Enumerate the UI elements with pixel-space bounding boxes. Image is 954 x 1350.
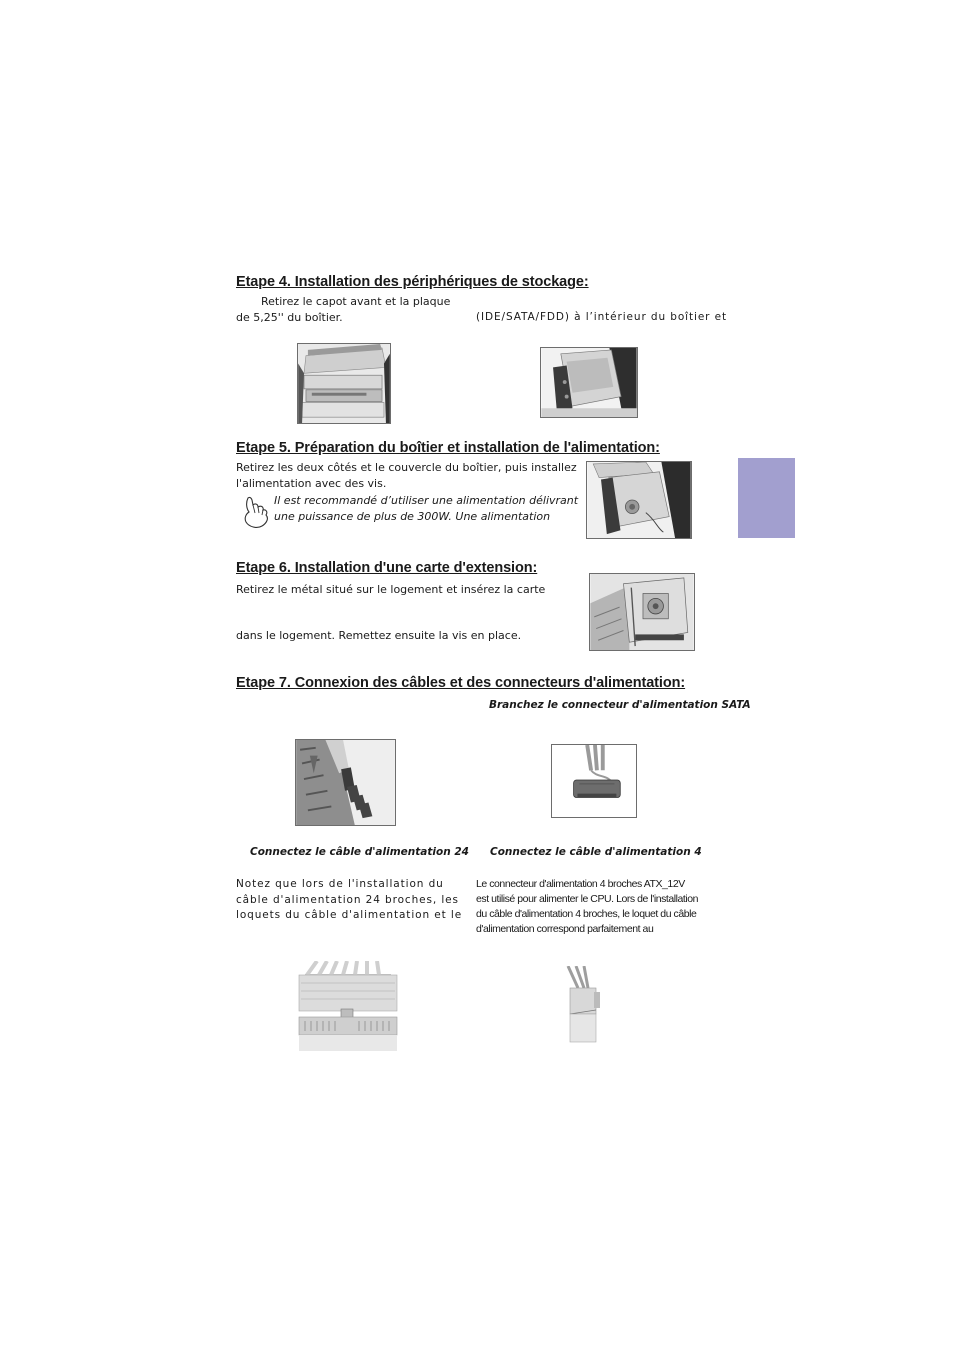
caption-24pin: Connectez le câble d'alimentation 24 bbox=[250, 846, 469, 858]
power-supply-image bbox=[586, 461, 692, 539]
step4-text-right: (IDE/SATA/FDD) à l’intérieur du boîtier et bbox=[476, 311, 728, 323]
step4-heading: Etape 4. Installation des périphériques de stockage: bbox=[236, 274, 589, 290]
atx24-connector-image bbox=[297, 961, 399, 1053]
step4-text-line1: Retirez le capot avant et la plaque bbox=[261, 295, 451, 308]
caption-4pin: Connectez le câble d'alimentation 4 bbox=[490, 846, 702, 858]
drive-bay-image bbox=[297, 343, 391, 424]
left-para-line2: câble d'alimentation 24 broches, les bbox=[236, 894, 459, 906]
step5-heading: Etape 5. Préparation du boîtier et installation de l'alimentation: bbox=[236, 440, 660, 456]
motherboard-sata-image bbox=[295, 739, 396, 826]
step6-text-line1: Retirez le métal situé sur le logement et insérez la carte bbox=[236, 583, 546, 596]
left-para-line1: Notez que lors de l'installation du bbox=[236, 878, 444, 890]
side-tab bbox=[738, 458, 795, 538]
left-para-line3: loquets du câble d'alimentation et le bbox=[236, 909, 463, 921]
step5-note-line2: une puissance de plus de 300W. Une alimentation bbox=[274, 510, 551, 523]
step4-text-line2: de 5,25'' du boîtier. bbox=[236, 311, 343, 324]
step6-text-line2: dans le logement. Remettez ensuite la vis en place. bbox=[236, 629, 522, 642]
sata-power-connector-image bbox=[551, 744, 637, 818]
step7-heading: Etape 7. Connexion des câbles et des connecteurs d'alimentation: bbox=[236, 675, 686, 691]
step5-note-line1: Il est recommandé d’utiliser une alimentation délivrant bbox=[274, 494, 579, 507]
atx4-connector-image bbox=[560, 966, 612, 1046]
step5-text-line2: l'alimentation avec des vis. bbox=[236, 477, 387, 490]
step6-heading: Etape 6. Installation d'une carte d'extension: bbox=[236, 560, 538, 576]
right-para-line4: d'alimentation correspond parfaitement au bbox=[476, 923, 654, 935]
right-para-line1: Le connecteur d'alimentation 4 broches ATX_12V bbox=[476, 878, 685, 890]
right-para-line3: du câble d'alimentation 4 broches, le loquet du câble bbox=[476, 908, 697, 920]
right-para-line2: est utilisé pour alimenter le CPU. Lors de l'installation bbox=[476, 893, 699, 905]
step5-text-line1: Retirez les deux côtés et le couvercle du boîtier, puis installez bbox=[236, 461, 577, 474]
sata-caption: Branchez le connecteur d'alimentation SATA bbox=[489, 699, 751, 711]
pointing-hand-icon bbox=[240, 496, 272, 530]
expansion-card-image bbox=[589, 573, 695, 651]
drive-install-image bbox=[540, 347, 638, 418]
